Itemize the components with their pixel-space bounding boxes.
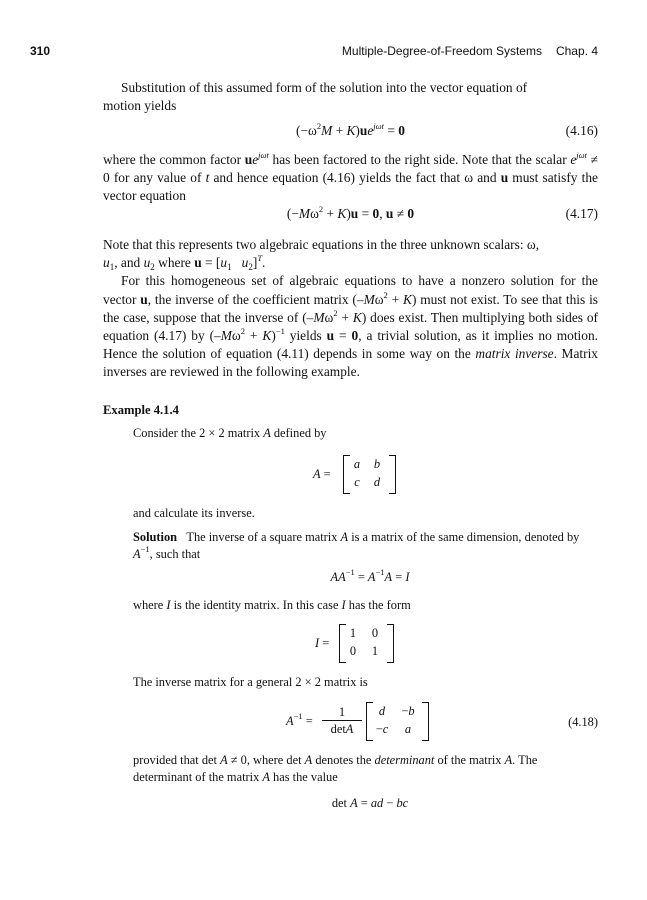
p1-line2: motion yields [103, 98, 177, 114]
id-text-2: is the identity matrix. In this case [170, 598, 342, 612]
determinant-equation: det A = ad − bc [331, 796, 409, 810]
p4-text-f: , a trivial solution, as it implies no motion. Hence the solution of equation (4.11) depends in some way on the [103, 328, 599, 362]
p4-text-d: ) does exist. Then multiplying both sides of equation (4.17) by (– [103, 309, 598, 344]
prov-determinant: determinant [374, 753, 435, 767]
paragraph-3: Note that this represents two algebraic equations in the three unknown scalars: ω, $u_1$, and $u_2$ where $u = [u_1$ $u_2]^T$. For this homogeneous set of algebraic equations to have a nonzero solution for the vector u, the inverse of the coefficient matrix $(-M\omega^2 + K)$ must not exist. To see that this is the case, suppose that the inverse of $(-M\omega^2 + K)$ does exist. Then multiplying both sides of equation (4.17) by $(-M\omega^2 + K)^{-1}$ yields u = 0, a trivial solution, as it implies no motion. Hence the solution of equation (4.11) depends in some way on the matrix inverse. Matrix inverses are reviewed in the following example. [103, 237, 599, 380]
paragraph-1 [103, 79, 598, 115]
equation-4-16: $(-\omega^2M + K)ue^{j\omega t} = 0$ (4.16) [296, 121, 598, 138]
prov-5: of the matrix [434, 753, 505, 767]
matrix-a: A = a b c d [313, 455, 413, 495]
p1-line1: Substitution of this assumed form of the solution into the vector equation of [121, 80, 528, 95]
p4-text-c: ) must not exist. To see that this is the case, suppose that the inverse of (– [103, 291, 598, 325]
equation-number: (4.16) [565, 123, 598, 138]
general-inverse-text: The inverse matrix for a general 2 × 2 matrix is [133, 675, 368, 689]
determinant-text: provided that det A ≠ 0, where det A denotes the determinant of the matrix A. The determinant of the matrix A has the value [133, 753, 538, 784]
chapter-label: Chap. 4 [555, 44, 598, 58]
p4-text-b: , the inverse of the coefficient matrix (– [147, 291, 364, 307]
identity-text: where I is the identity matrix. In this case I has the form [133, 598, 411, 612]
p4-text-e: yields [284, 328, 327, 344]
page-header [30, 44, 598, 64]
inverse-identity-equation: $AA^{-1} = A^{-1}A = I$ [330, 567, 410, 584]
p2-text-e: and hence equation (4.16) yields the fact that ω [209, 170, 474, 186]
p2-text-f: and [477, 170, 501, 186]
p3-text: Note that this represents two algebraic equations in the three unknown scalars: ω, [103, 237, 540, 252]
identity-matrix: I = 1 0 0 1 [315, 624, 415, 664]
sol-text-1: The inverse of a square matrix [186, 530, 341, 544]
equation-number-4-18: (4.18) [568, 715, 598, 729]
p4-text-a: For this homogeneous set of algebraic equations to have a nonzero solution for the vector [103, 273, 598, 307]
equation-4-17: $(-M\omega^2 + K)u = 0$, u ≠ 0 (4.17) [286, 204, 598, 221]
p2-text-d: ≠ 0 for any value of [103, 152, 598, 186]
running-title: Multiple-Degree-of-Freedom Systems [341, 44, 542, 58]
p4-text-h: . Matrix inverses are reviewed in the following example. [103, 346, 598, 380]
p2-text-g: must satisfy the vector equation [103, 170, 598, 204]
example-title: Example 4.1.4 [103, 403, 179, 417]
prov-3: denotes the [312, 753, 375, 767]
example-intro: Consider the 2 × 2 matrix A defined by [133, 426, 327, 440]
ex-intro-b: defined by [270, 426, 327, 440]
p2-text-c: scalar [535, 152, 571, 167]
id-text-1: where [133, 598, 167, 612]
sol-text-3: , such that [149, 547, 201, 561]
p4-matrix-inverse: matrix inverse [475, 346, 554, 362]
page-number: 310 [30, 44, 51, 58]
equation-number: (4.17) [565, 206, 598, 221]
p2-text-a: where the common factor [103, 152, 245, 167]
sol-text-2: is a matrix of the same dimension, denoted by [348, 530, 580, 544]
prov-2: ≠ 0, where det [227, 753, 305, 767]
prov-6: . The determinant of the matrix [133, 753, 538, 784]
p2-text-b: has been factored to the right side. Note that the [268, 152, 532, 167]
ex-intro-a: Consider the 2 × 2 matrix [133, 426, 264, 440]
id-text-3: has the form [345, 598, 411, 612]
equation-4-18: $A^{-1}$ = 1 detA d −b −c a [286, 702, 446, 742]
prov-1: provided that det [133, 753, 221, 767]
prov-7: has the value [269, 770, 338, 784]
paragraph-2: where the common factor $ue^{j\omega t}$ has been factored to the right side. Note that the scalar $e^{j\omega t} \ne 0$ for any value of t and hence equation (4.16) yields the fact that ω and u must satisfy the vector equation [103, 150, 598, 204]
example-solution: Solution The inverse of a square matrix A is a matrix of the same dimension, denoted by $A^{-1}$, such that [133, 530, 580, 561]
example-calc: and calculate its inverse. [133, 506, 255, 520]
solution-label: Solution [133, 530, 178, 544]
